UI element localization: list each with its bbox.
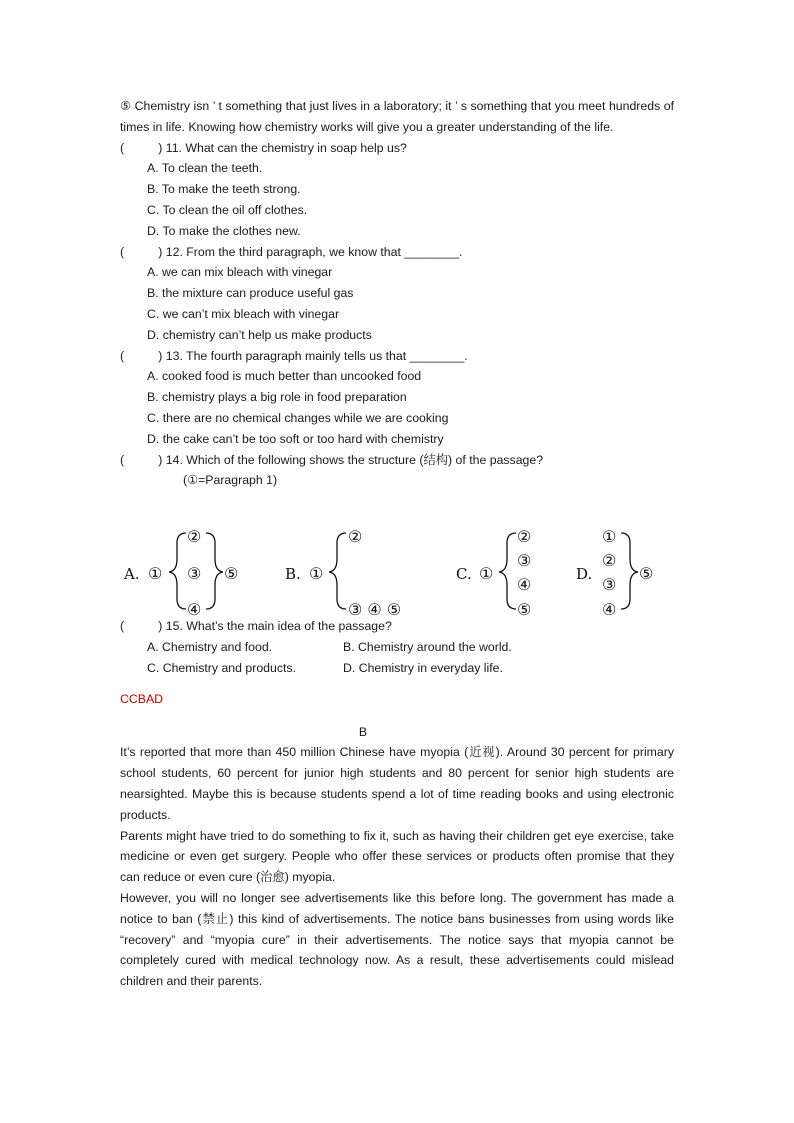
diagram-d-mid-1: ① [602,527,617,547]
diagram-c-label: C. [456,565,472,584]
diagram-b-left: ① [309,564,324,584]
worksheet-page [120,96,674,992]
option-d: D. Chemistry in everyday life. [343,660,503,675]
passage-paragraph: It’s reported that more than 450 million Chinese have myopia (近视). Around 30 percent for primary school students, 60 percent for junior high students and 80 percent for senior high students are nearsighted. Maybe this is because students spend a lot of time reading books and using electronic products. [120,745,674,822]
diagram-c [456,527,531,616]
diagram-a-left-brace [169,533,186,609]
diagram-a [123,527,238,616]
paragraph-note: (①=Paragraph 1) [183,473,278,488]
option-a: A. cooked food is much better than uncooked food [147,369,422,384]
diagram-d-right: ⑤ [639,564,654,584]
passage-paragraph: Parents might have tried to do something to fix it, such as having their children get eye exercise, take medicine or even get surgery. People who offer these services or products often promise that they can reduce or even cure (治愈) myopia. [120,828,674,885]
question-line: ( ) 14. Which of the following shows the structure (结构) of the passage? [120,452,544,467]
diagram-a-right: ⑤ [224,564,239,584]
answer-key: CCBAD [120,691,164,706]
option-b: B. chemistry plays a big role in food preparation [147,390,407,405]
diagram-c-brace [499,533,516,609]
diagram-b [285,527,401,616]
option-c: C. we can’t mix bleach with vinegar [147,306,340,321]
diagram-d-mid-4: ④ [602,600,617,617]
diagram-d-mid-2: ② [602,551,617,571]
diagram-b-top: ② [348,527,363,547]
diagram-c-mid-2: ③ [517,551,532,571]
option-c: C. Chemistry and products. [147,660,296,675]
diagram-c-left: ① [479,564,494,584]
question-11 [120,138,674,242]
option-c: C. there are no chemical changes while we are cooking [147,410,449,425]
option-row-ab [120,637,674,658]
question-line: ( ) 11. What can the chemistry in soap help us? [120,140,407,155]
diagram-a-mid-1: ② [187,527,202,547]
question-line: ( ) 12. From the third paragraph, we know that ________. [120,244,463,259]
option-b: B. Chemistry around the world. [343,639,512,654]
diagram-d-label: D. [576,565,593,584]
diagram-d [576,527,653,616]
structure-diagrams [120,491,674,616]
question-line: ( ) 15. What’s the main idea of the passage? [120,619,392,634]
diagram-a-mid-2: ③ [187,564,202,584]
diagram-b-brace [329,533,346,609]
diagram-d-mid-3: ③ [602,575,617,595]
option-row-cd [120,658,674,679]
diagram-d-brace [621,533,638,609]
diagram-c-mid-1: ② [517,527,532,547]
option-c: C. To clean the oil off clothes. [147,202,308,217]
section-title: B [358,724,368,739]
passage-paragraph: However, you will no longer see advertisements like this before long. The government has made a notice to ban (禁止) this kind of advertisements. The notice bans businesses from using words like “recovery” and “myopia cure” in their advertisements. The notice says that myopia cannot be completely cured with medical technology now. As a result, these advertisements could mislead children and their parents. [120,891,674,989]
diagram-a-right-brace [206,533,223,609]
structure-diagram-svg [120,491,674,616]
diagram-c-mid-4: ⑤ [517,600,532,617]
option-a: A. we can mix bleach with vinegar [147,265,333,280]
passage-b [120,742,674,992]
question-line: ( ) 13. The fourth paragraph mainly tells us that ________. [120,348,468,363]
option-a: A. Chemistry and food. [147,639,273,654]
diagram-c-mid-3: ④ [517,575,532,595]
option-d: D. chemistry can’t help us make products [147,327,372,342]
diagram-a-label: A. [124,565,140,584]
diagram-b-bottom: ③ ④ ⑤ [348,600,402,617]
question-13 [120,346,674,450]
diagram-b-label: B. [285,565,301,584]
paragraph-5: ⑤ Chemistry isn ’ t something that just lives in a laboratory; it ’ s something that you meet hundreds of times in life. Knowing how chemistry works will give you a greater understanding of the life. [120,99,674,134]
option-b: B. the mixture can produce useful gas [147,286,354,301]
diagram-a-mid-3: ④ [187,600,202,617]
option-a: A. To clean the teeth. [147,161,263,176]
question-15 [120,616,674,678]
option-b: B. To make the teeth strong. [147,182,301,197]
option-d: D. the cake can’t be too soft or too hard with chemistry [147,431,444,446]
option-d: D. To make the clothes new. [147,223,301,238]
question-12 [120,242,674,346]
diagram-a-left: ① [148,564,163,584]
question-14 [120,450,674,492]
